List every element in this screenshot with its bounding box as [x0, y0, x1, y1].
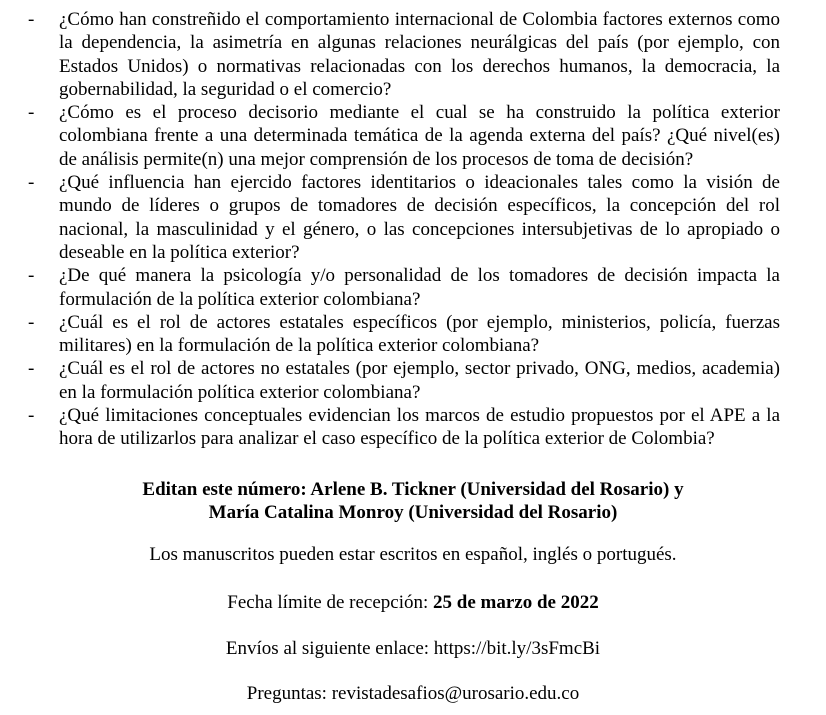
- question-text: ¿Cómo es el proceso decisorio mediante el cual se ha construido la política exterior colombiana frente a una determinada temática de la agenda externa del país? ¿Qué nivel(es) de análisis permite(n) una mejor comprensión de los procesos de toma de decisión?: [59, 102, 780, 170]
- submission-link[interactable]: Envíos al siguiente enlace: https://bit.ly/3sFmcBi: [225, 638, 601, 659]
- question-text: ¿Cuál es el rol de actores no estatales (por ejemplo, sector privado, ONG, medios, academia) en la formulación política exterior colombiana?: [59, 358, 780, 403]
- bullet-dash: -: [28, 172, 35, 194]
- bullet-dash: -: [28, 358, 35, 380]
- question-item: [0, 357, 826, 404]
- deadline-label: Fecha límite de recepción:: [227, 592, 434, 613]
- question-text: ¿Qué influencia han ejercido factores identitarios o ideacionales tales como la visión de mundo de líderes o grupos de tomadores de decisión específicos, la concepción del rol nacional, la masculinidad y el género, o las concepciones intersubjetivas de lo apropiado o deseable en la política exterior?: [59, 172, 780, 263]
- bullet-dash: -: [28, 311, 35, 333]
- bullet-dash: -: [28, 9, 35, 30]
- question-item: [0, 101, 826, 171]
- bullet-dash: -: [28, 102, 35, 124]
- languages-note: Los manuscritos pueden estar escritos en español, inglés o portugués.: [149, 544, 677, 565]
- question-text: ¿Qué limitaciones conceptuales evidencian los marcos de estudio propuestos por el APE a la hora de utilizarlos para analizar el caso específico de la política exterior de Colombia?: [59, 405, 780, 450]
- question-text: ¿De qué manera la psicología y/o personalidad de los tomadores de decisión impacta la formulación de la política exterior colombiana?: [59, 265, 780, 310]
- bullet-dash: -: [28, 405, 35, 427]
- question-item: [0, 311, 826, 358]
- question-item: [0, 264, 826, 311]
- editors-block: [0, 478, 826, 525]
- question-list: [0, 8, 826, 451]
- bullet-dash: -: [28, 265, 35, 287]
- question-text: ¿Cuál es el rol de actores estatales específicos (por ejemplo, ministerios, policía, fuerzas militares) en la formulación de la política exterior colombiana?: [59, 311, 780, 357]
- question-item: [0, 8, 826, 101]
- question-item: [0, 404, 826, 451]
- editors-line-2: María Catalina Monroy (Universidad del Rosario): [208, 502, 618, 524]
- question-item: [0, 171, 826, 264]
- deadline-line: [0, 591, 826, 614]
- deadline-date: 25 de marzo de 2022: [433, 592, 599, 613]
- editors-line-1: Editan este número: Arlene B. Tickner (Universidad del Rosario) y: [142, 479, 684, 500]
- question-text: ¿Cómo han constreñido el comportamiento internacional de Colombia factores externos como la dependencia, la asimetría en algunas relaciones neurálgicas del país (por ejemplo, con Estados Unidos) o normativas relacionadas con los derechos humanos, la democracia, la gobernabilidad, la seguridad o el comercio?: [59, 9, 780, 100]
- contact-email[interactable]: Preguntas: revistadesafios@urosario.edu.co: [246, 683, 580, 704]
